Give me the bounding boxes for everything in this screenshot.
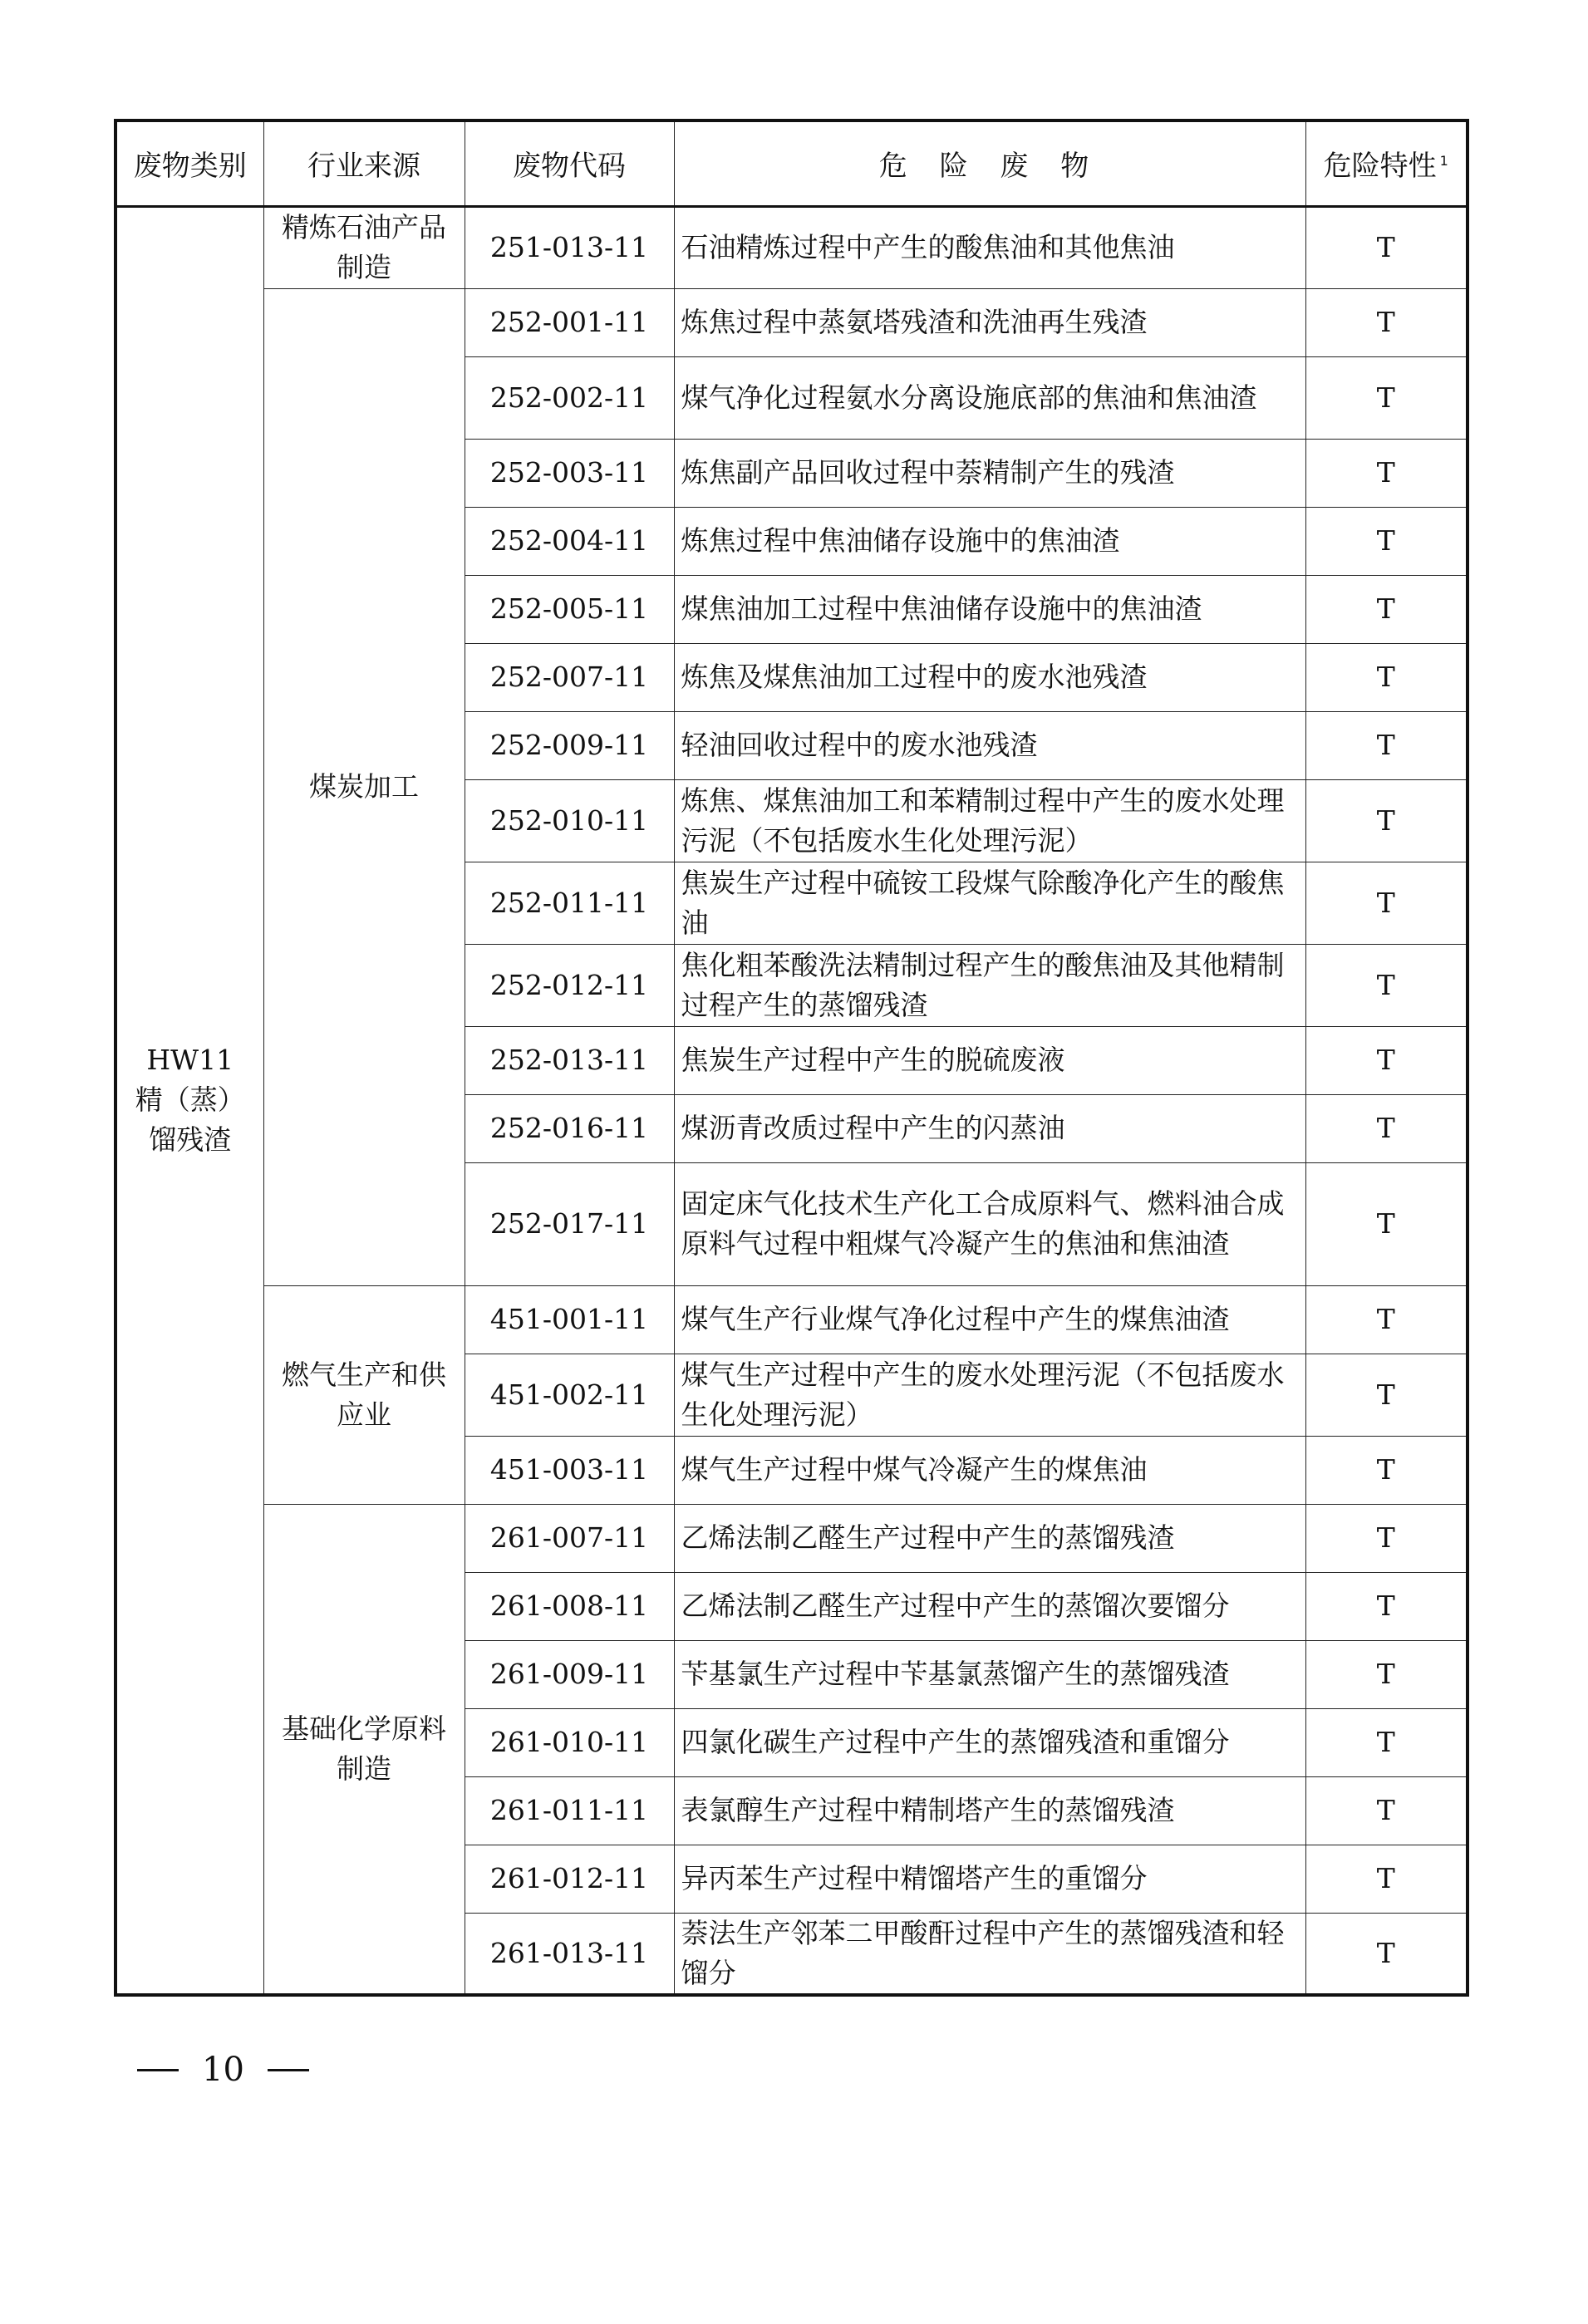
header-property: [1305, 120, 1468, 206]
waste-description: 焦炭生产过程中产生的脱硫废液: [674, 1026, 1305, 1094]
waste-code: 261-010-11: [465, 1708, 674, 1776]
waste-code: 261-009-11: [465, 1640, 674, 1708]
header-property-footnote: 1: [1439, 152, 1448, 169]
table-row: [116, 206, 1468, 288]
hazard-property: T: [1305, 1436, 1468, 1504]
industry-cell: 基础化学原料制造: [263, 1504, 465, 1995]
hazard-property: T: [1305, 1504, 1468, 1572]
waste-code: 252-013-11: [465, 1026, 674, 1094]
hazard-property: T: [1305, 1572, 1468, 1640]
waste-code: 451-001-11: [465, 1285, 674, 1354]
waste-code: 252-011-11: [465, 862, 674, 944]
waste-code: 251-013-11: [465, 206, 674, 288]
waste-code: 252-017-11: [465, 1162, 674, 1285]
waste-code: 252-003-11: [465, 439, 674, 507]
hazard-property: T: [1305, 1094, 1468, 1162]
hazardous-waste-table: [114, 119, 1469, 1997]
header-category: 废物类别: [116, 120, 263, 206]
hazard-property: T: [1305, 643, 1468, 711]
header-description: 危 险 废 物: [674, 120, 1305, 206]
waste-code: 261-008-11: [465, 1572, 674, 1640]
hazard-property: T: [1305, 1640, 1468, 1708]
category-name-line2: 馏残渣: [149, 1123, 232, 1157]
waste-description: 炼焦过程中焦油储存设施中的焦油渣: [674, 507, 1305, 575]
hazard-property: T: [1305, 206, 1468, 288]
hazard-property: T: [1305, 862, 1468, 944]
hazard-property: T: [1305, 1776, 1468, 1845]
waste-code: 252-010-11: [465, 779, 674, 862]
waste-code: 261-007-11: [465, 1504, 674, 1572]
hazard-property: T: [1305, 1026, 1468, 1094]
waste-description: 萘法生产邻苯二甲酸酐过程中产生的蒸馏残渣和轻馏分: [674, 1913, 1305, 1995]
waste-code: 252-001-11: [465, 288, 674, 356]
waste-code: 252-007-11: [465, 643, 674, 711]
waste-code: 252-016-11: [465, 1094, 674, 1162]
hazard-property: T: [1305, 1354, 1468, 1436]
waste-description: 四氯化碳生产过程中产生的蒸馏残渣和重馏分: [674, 1708, 1305, 1776]
hazard-property: T: [1305, 1845, 1468, 1913]
table-header-row: [116, 120, 1468, 206]
page-number-value: 10: [202, 2051, 244, 2089]
hazard-property: T: [1305, 575, 1468, 643]
industry-cell: 精炼石油产品制造: [263, 206, 465, 288]
waste-code: 451-003-11: [465, 1436, 674, 1504]
waste-description: 炼焦及煤焦油加工过程中的废水池残渣: [674, 643, 1305, 711]
waste-code: 252-002-11: [465, 356, 674, 439]
hazard-property: T: [1305, 1913, 1468, 1995]
waste-description: 炼焦副产品回收过程中萘精制产生的残渣: [674, 439, 1305, 507]
hazard-property: T: [1305, 507, 1468, 575]
table-row: [116, 288, 1468, 356]
category-name-line1: 精（蒸）: [135, 1083, 245, 1117]
hazard-property: T: [1305, 439, 1468, 507]
hazard-property: T: [1305, 1285, 1468, 1354]
waste-code: 252-009-11: [465, 711, 674, 779]
waste-description: 乙烯法制乙醛生产过程中产生的蒸馏次要馏分: [674, 1572, 1305, 1640]
header-industry: 行业来源: [263, 120, 465, 206]
header-property-label: 危险特性: [1323, 150, 1437, 184]
industry-cell: 煤炭加工: [263, 288, 465, 1285]
hazard-property: T: [1305, 1708, 1468, 1776]
waste-description: 煤气净化过程氨水分离设施底部的焦油和焦油渣: [674, 356, 1305, 439]
waste-description: 炼焦过程中蒸氨塔残渣和洗油再生残渣: [674, 288, 1305, 356]
table-row: [116, 1285, 1468, 1354]
waste-description: 煤气生产行业煤气净化过程中产生的煤焦油渣: [674, 1285, 1305, 1354]
page-number-dash-left: [137, 2069, 179, 2071]
waste-description: 焦炭生产过程中硫铵工段煤气除酸净化产生的酸焦油: [674, 862, 1305, 944]
waste-description: 焦化粗苯酸洗法精制过程产生的酸焦油及其他精制过程产生的蒸馏残渣: [674, 944, 1305, 1026]
waste-description: 异丙苯生产过程中精馏塔产生的重馏分: [674, 1845, 1305, 1913]
waste-code: 252-004-11: [465, 507, 674, 575]
hazard-property: T: [1305, 288, 1468, 356]
waste-description: 煤沥青改质过程中产生的闪蒸油: [674, 1094, 1305, 1162]
waste-code: 261-011-11: [465, 1776, 674, 1845]
page-number-dash-right: [268, 2069, 309, 2071]
waste-table-container: [114, 119, 1466, 1997]
waste-code: 252-005-11: [465, 575, 674, 643]
category-cell: [116, 206, 263, 1995]
waste-code: 261-013-11: [465, 1913, 674, 1995]
waste-description: 苄基氯生产过程中苄基氯蒸馏产生的蒸馏残渣: [674, 1640, 1305, 1708]
category-code: HW11: [146, 1044, 234, 1077]
hazard-property: T: [1305, 1162, 1468, 1285]
waste-code: 252-012-11: [465, 944, 674, 1026]
hazard-property: T: [1305, 944, 1468, 1026]
waste-description: 石油精炼过程中产生的酸焦油和其他焦油: [674, 206, 1305, 288]
waste-description: 轻油回收过程中的废水池残渣: [674, 711, 1305, 779]
hazard-property: T: [1305, 711, 1468, 779]
page-number: [137, 2051, 309, 2089]
waste-code: 261-012-11: [465, 1845, 674, 1913]
table-row: [116, 1504, 1468, 1572]
waste-description: 煤焦油加工过程中焦油储存设施中的焦油渣: [674, 575, 1305, 643]
waste-code: 451-002-11: [465, 1354, 674, 1436]
hazard-property: T: [1305, 356, 1468, 439]
waste-description: 固定床气化技术生产化工合成原料气、燃料油合成原料气过程中粗煤气冷凝产生的焦油和焦油渣: [674, 1162, 1305, 1285]
waste-description: 煤气生产过程中产生的废水处理污泥（不包括废水生化处理污泥）: [674, 1354, 1305, 1436]
waste-description: 炼焦、煤焦油加工和苯精制过程中产生的废水处理污泥（不包括废水生化处理污泥）: [674, 779, 1305, 862]
hazard-property: T: [1305, 779, 1468, 862]
header-code: 废物代码: [465, 120, 674, 206]
waste-description: 表氯醇生产过程中精制塔产生的蒸馏残渣: [674, 1776, 1305, 1845]
waste-description: 煤气生产过程中煤气冷凝产生的煤焦油: [674, 1436, 1305, 1504]
industry-cell: 燃气生产和供应业: [263, 1285, 465, 1504]
waste-description: 乙烯法制乙醛生产过程中产生的蒸馏残渣: [674, 1504, 1305, 1572]
